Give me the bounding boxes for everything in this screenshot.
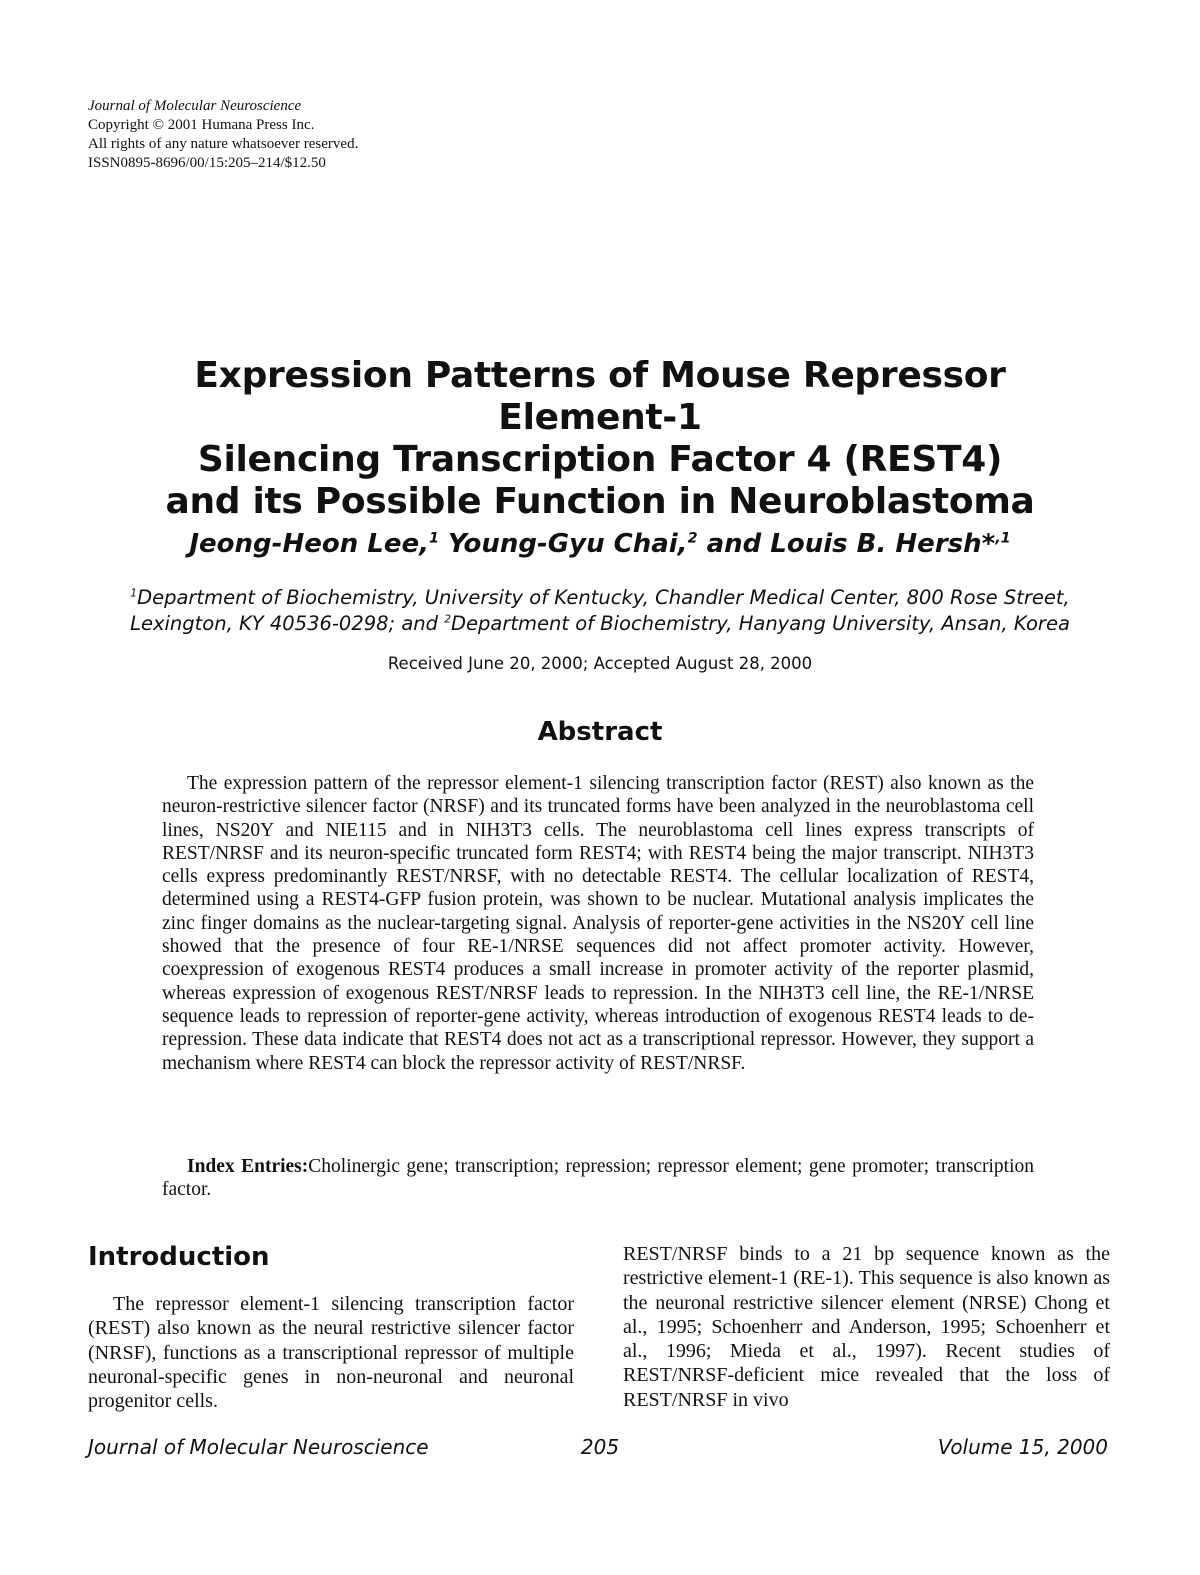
author-list (100, 528, 1100, 560)
received-dates: Received June 20, 2000; Accepted August 28, 2000 (387, 654, 813, 673)
index-entries-text: Cholinergic gene; transcription; repression; repressor element; gene promoter; transcription factor. (162, 1156, 1034, 1201)
author-3: and Louis B. Hersh* (706, 529, 996, 559)
affiliation-1-mark: 1 (130, 586, 138, 600)
footer-journal-name: Journal of Molecular Neuroscience (88, 1435, 429, 1459)
affiliation-2-mark: 2 (444, 612, 452, 626)
index-entries-label: Index Entries: (187, 1156, 309, 1177)
abstract-body: The expression pattern of the repressor element-1 silencing transcription factor (REST) also known as the neuron-restrictive silencer factor (NRSF) and its truncated forms have been analyzed in the neuroblastoma cell lines, NS20Y and NIE115 and in NIH3T3 cells. The neuroblastoma cell lines express transcripts of REST/NRSF and its neuron-specific truncated form REST4; with REST4 being the major transcript. NIH3T3 cells express predominantly REST/NRSF, with no detectable REST4. The cellular localization of REST4, determined using a REST4-GFP fusion protein, was shown to be nuclear. Mutational analysis implicates the zinc finger domains as the nuclear-targeting signal. Analysis of reporter-gene activities in the NS20Y cell line showed that the presence of four RE-1/NRSE sequences did not affect promoter activity. However, coexpression of exogenous REST4 produces a small increase in promoter activity of the reporter plasmid, whereas expression of exogenous REST/NRSF leads to repression. In the NIH3T3 cell line, the RE-1/NRSE sequence leads to repression of reporter-gene activity, whereas introduction of exogenous REST4 leads to de-repression. These data indicate that REST4 does not act as a transcriptional repressor. However, they support a mechanism where REST4 can block the repressor activity of REST/NRSF. (162, 773, 1034, 1074)
article-title (100, 355, 1100, 523)
footer-page-number: 205 (580, 1435, 620, 1459)
journal-name: Journal of Molecular Neuroscience (88, 98, 302, 114)
index-entries (162, 1155, 1034, 1202)
footer-volume: Volume 15, 2000 (937, 1435, 1108, 1459)
affiliation-1-text-cont: Lexington, KY 40536-0298; and (130, 612, 445, 635)
author-1-affiliation-mark: 1 (429, 530, 439, 547)
introduction-column-2: REST/NRSF binds to a 21 bp sequence known as the restrictive element-1 (RE-1). This sequence is also known as the neuronal restrictive silencer element (NRSE) Chong et al., 1995; Schoenherr and Anderson, 1995; Schoenherr et al., 1996; Mieda et al., 1997). Recent studies of REST/NRSF-deficient mice revealed that the loss of REST/NRSF in vivo (623, 1243, 1110, 1411)
author-3-affiliation-mark: ,1 (995, 530, 1011, 547)
abstract-heading: Abstract (537, 717, 663, 747)
affiliation-line-1 (100, 585, 1100, 611)
title-line-3: and its Possible Function in Neuroblastoma (165, 481, 1035, 522)
affiliation-2-text: Department of Biochemistry, Hanyang University, Ansan, Korea (451, 612, 1070, 635)
author-1: Jeong-Heon Lee, (189, 529, 429, 559)
issn-line: ISSN0895-8696/00/15:205–214/$12.50 (88, 155, 326, 171)
introduction-column-1: The repressor element-1 silencing transcription factor (REST) also known as the neural restrictive silencer factor (NRSF), functions as a transcriptional repressor of multiple neuronal-specific genes in non-neuronal and neuronal progenitor cells. (88, 1293, 574, 1413)
author-2: Young-Gyu Chai, (448, 529, 688, 559)
rights-line: All rights of any nature whatsoever reserved. (88, 136, 359, 152)
author-2-affiliation-mark: 2 (687, 530, 698, 547)
copyright-line: Copyright © 2001 Humana Press Inc. (88, 117, 315, 133)
affiliation-line-2 (100, 611, 1100, 637)
title-line-1: Expression Patterns of Mouse Repressor Element-1 (194, 355, 1006, 438)
title-line-2: Silencing Transcription Factor 4 (REST4) (197, 439, 1003, 480)
affiliation-1-text: Department of Biochemistry, University of Kentucky, Chandler Medical Center, 800 Rose Street, (137, 586, 1070, 609)
journal-header (88, 97, 358, 173)
affiliations (100, 585, 1100, 637)
introduction-heading: Introduction (88, 1242, 270, 1272)
